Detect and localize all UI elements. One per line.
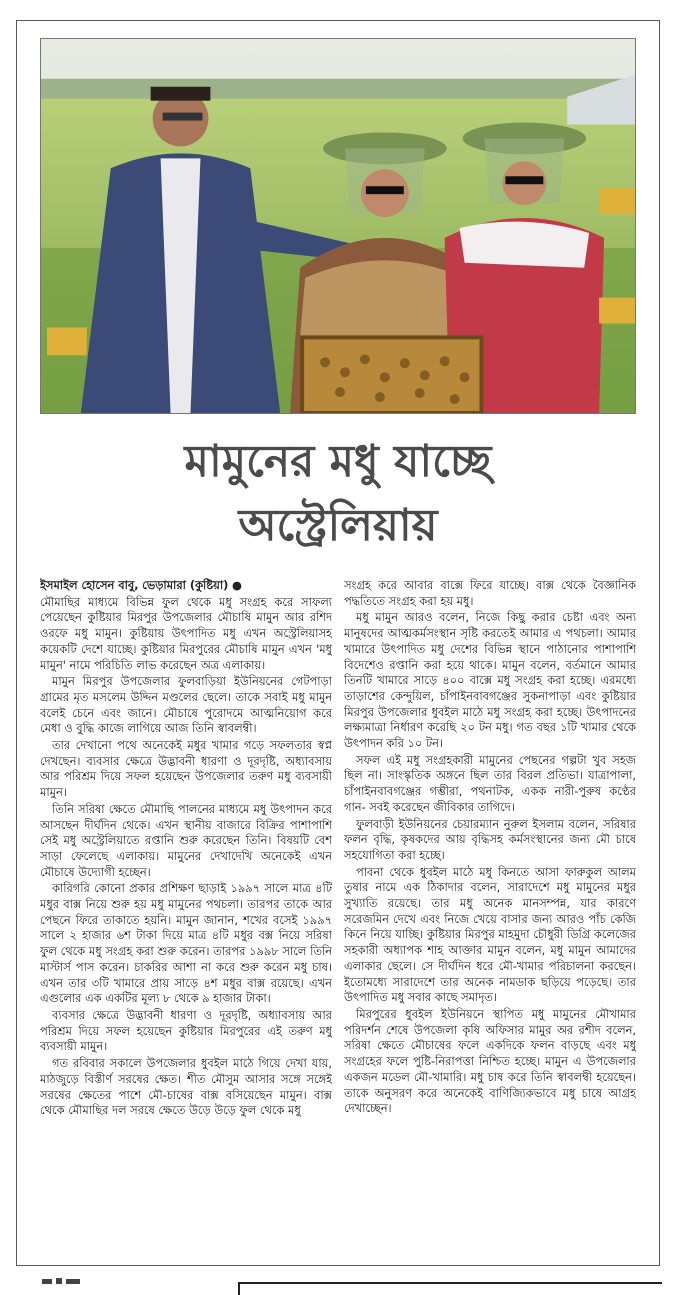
paragraph: মৌমাছির মাধ্যমে বিভিন্ন ফুল থেকে মধু সংগ্রহ করে সাফল্য পেয়েছেন কুষ্টিয়ার মিরপুর উপজেলার মৌচাষি মামুন আর রশিদ ওরফে মধু মামুন। কুষ্টিয়ায় উৎপাদিত মধু এখন অস্ট্রেলিয়াসহ কয়েকটি দেশে যাচ্ছে। কুষ্টিয়ার মিরপুরের মৌচাষি মামুন এখন 'মধু মামুন' নামে পরিচিতি লাভ করেছেন অত্র এলাকায়। (40, 594, 332, 672)
paragraph: মামুন মিরপুর উপজেলার ফুলবাড়িয়া ইউনিয়নের গেটপাড়া গ্রামের মৃত মসলেম উদ্দিন মণ্ডলের ছেলে। তাকে সবাই মধু মামুন বলেই চেনে এবং জানে। মৌচাষে পুরোদমে আত্মনিয়োগ করে মেধা ও বুদ্ধি কাজে লাগিয়ে আজ তিনি স্বাবলম্বী। (40, 674, 332, 736)
byline (40, 578, 332, 594)
paragraph: কারিগরি কোনো প্রকার প্রশিক্ষণ ছাড়াই ১৯৯৭ সালে মাত্র ৪টি মধুর বাক্স নিয়ে শুরু হয় মধু মামুনের পথচলা। তারপর তাকে আর পেছনে ফিরে তাকাতে হয়নি। মামুন জানান, শখের বসেই ১৯৯৭ সালে ২ হাজার ৬শ টাকা দিয়ে মাত্র ৪টি মধুর বক্স নিয়ে সরিষা ফুল থেকে মধু সংগ্রহ করা শুরু করেন। তারপর ১৯৯৮ সালে তিনি মাস্টার্স পাস করেন। চাকরির আশা না করে শুরু করেন মধু চাষ। এখন তার ৩টি খামারে প্রায় সাড়ে ৪শ মধুর বাক্স রয়েছে। এখন এগুলোর এক একটির মূল্য ৮ থেকে ৯ হাজার টাকা। (40, 881, 332, 1006)
paragraph: তার দেখানো পথে অনেকেই মধুর খামার গড়ে সফলতার স্বপ্ন দেখছেন। ব্যবসার ক্ষেত্রে উদ্ভাবনী ধারণা ও দূরদৃষ্টি, অধ্যাবসায় আর পরিশ্রম দিয়ে সফল হয়েছেন উপজেলার তরুণ মধু ব্যবসায়ী মামুন। (40, 738, 332, 800)
headline-line-1: মামুনের মধু যাচ্ছে (184, 436, 492, 487)
byline-name: ইসমাইল হোসেন বাবু, (40, 578, 139, 592)
byline-bullet-icon: ● (231, 578, 242, 592)
paragraph: তিনি সরিষা ক্ষেতে মৌমাছি পালনের মাধ্যমে মধু উৎপাদন করে আসছেন দীর্ঘদিন থেকে। এখন স্থানীয় বাজারে বিক্রির পাশাপাশি সেই মধু অস্ট্রেলিয়াতে রপ্তানি শুরু করেছেন তিনি। বিষয়টি বেশ সাড়া ফেলেছে এলাকায়। মামুনের দেখাদেখি অনেকেই এখন মৌচাষে উদ্যোগী হচ্ছেন। (40, 801, 332, 879)
article-column-right (344, 578, 636, 1258)
byline-place: ভেড়ামারা (কুষ্টিয়া) (142, 578, 229, 592)
paragraph: ফুলবাড়ী ইউনিয়নের চেয়ারম্যান নুরুল ইসলাম বলেন, সরিষার ফলন বৃদ্ধি, কৃষকদের আয় বৃদ্ধিসহ কর্মসংস্থানের জন্য মৌ চাষে সহযোগিতা করা হচ্ছে। (344, 816, 636, 862)
paragraph: গত রবিবার সকালে উপজেলার ধুবইল মাঠে গিয়ে দেখা যায়, মাঠজুড়ে বিস্তীর্ণ সরষের ক্ষেত। শীত মৌসুম আসার সঙ্গে সঙ্গেই সরষের ক্ষেতের পাশে মৌ-চাষের বাক্স বসিয়েছেন মামুন। বাক্স থেকে মৌমাছির দল সরষে ক্ষেতে উড়ে উড়ে ফুল থেকে মধু (40, 1056, 332, 1118)
paragraph: সংগ্রহ করে আবার বাক্সে ফিরে যাচ্ছে। বাক্স থেকে বৈজ্ঞানিক পদ্ধতিতে সংগ্রহ করা হয় মধু। (344, 578, 636, 608)
paragraph: সফল এই মধু সংগ্রহকারী মামুনের পেছনের গল্পটা খুব সহজ ছিল না। সাংস্কৃতিক অঙ্গনে ছিল তার বিরল প্রতিভা। যাত্রাপালা, চাঁপাইনবাবগঞ্জের গম্ভীরা, পথনাটক, একক নারী-পুরুষ কণ্ঠের গান- সবই করেছেন জীবিকার তাগিদে। (344, 752, 636, 814)
next-article-edge (16, 1272, 660, 1293)
headline-line-2: অস্ট্রেলিয়ায় (238, 500, 438, 551)
paragraph: ব্যবসার ক্ষেত্রে উদ্ভাবনী ধারণা ও দূরদৃষ্টি, অধ্যাবসায় আর পরিশ্রম দিয়ে সফল হয়েছেন কুষ্টিয়ার মিরপুরের এই তরুণ মধু ব্যবসায়ী মামুন। (40, 1007, 332, 1054)
paragraph: মিরপুরের ধুবইল ইউনিয়নে স্থাপিত মধু মামুনের মৌখামার পরিদর্শন শেষে উপজেলা কৃষি অফিসার মামুর অর রশীদ বলেন, সরিষা ক্ষেতে মৌচাষের ফলে একদিকে ফলন বাড়ছে এবং মধু সংগ্রহের ফলে পুষ্টি-নিরাপত্তা নিশ্চিত হচ্ছে। মামুন এ উপজেলার একজন মডেল মৌ-খামারি। মধু চাষ করে তিনি স্বাবলম্বী হয়েছেন। তাকে অনুসরণ করে অনেকেই বাণিজ্যিকভাবে মধু চাষে আগ্রহ দেখাচ্ছেন। (344, 1006, 636, 1116)
paragraph: মধু মামুন আরও বলেন, নিজে কিছু করার চেষ্টা এবং অন্য মানুষদের আত্মকর্মসংস্থান সৃষ্টি করতেই আমার এ পথচলা। আমার খামারে উৎপাদিত মধু দেশের বিভিন্ন স্থানে পাঠানোর পাশাপাশি বিদেশেও রপ্তানি করা হয়ে থাকে। মামুন বলেন, বর্তমানে আমার তিনটি খামারে সাড়ে ৪০০ বাক্সে মধু সংগ্রহ করা হচ্ছে। এরমধ্যে তাড়াশের কেন্দুয়িল, চাঁপাইনবাবগঞ্জের সুকনাপাড়া এবং কুষ্টিয়ার মিরপুর উপজেলার ধুবইল মাঠে মধু সংগ্রহ করা হচ্ছে। উৎপাদনের লক্ষ্যমাত্রা নির্ধারণ করেছি ২০ টন মধু। গত বছর ১টি খামার থেকে উৎপাদন করি ১০ টন। (344, 610, 636, 751)
cut-off-text-icon (42, 1276, 84, 1286)
paragraph: পাবনা থেকে ধুবইল মাঠে মধু কিনতে আসা ফারুকুল আলম তুষার নামে এক ঠিকাদার বলেন, সারাদেশে মধু মামুনের মধুর সুখ্যাতি রয়েছে। তার মধু অনেক মানসম্পন্ন, যার কারণে সরেজমিন দেখে এবং নিজে খেয়ে বাসার জন্য আরও পাঁচ কেজি কিনে নিয়ে যাচ্ছি। কুষ্টিয়ার মিরপুর মাহমুদা চৌধুরী ডিগ্রি কলেজের সহকারী অধ্যাপক শাহ আক্তার মামুন বলেন, মধু মামুন আমাদের এলাকার ছেলে। সে দীর্ঘদিন ধরে মৌ-খামার পরিচালনা করছেন। ইতোমধ্যে সারাদেশে তার অনেক নামডাক ছড়িয়ে পড়েছে। তার উৎপাদিত মধু সবার কাছে সমাদৃত। (344, 864, 636, 1005)
article-headline (40, 430, 636, 558)
article-body (40, 578, 636, 1258)
article-column-left (40, 578, 332, 1258)
next-article-box-edge (238, 1282, 662, 1295)
photo-illustration (41, 39, 635, 413)
beekeeping-photo (40, 38, 636, 414)
